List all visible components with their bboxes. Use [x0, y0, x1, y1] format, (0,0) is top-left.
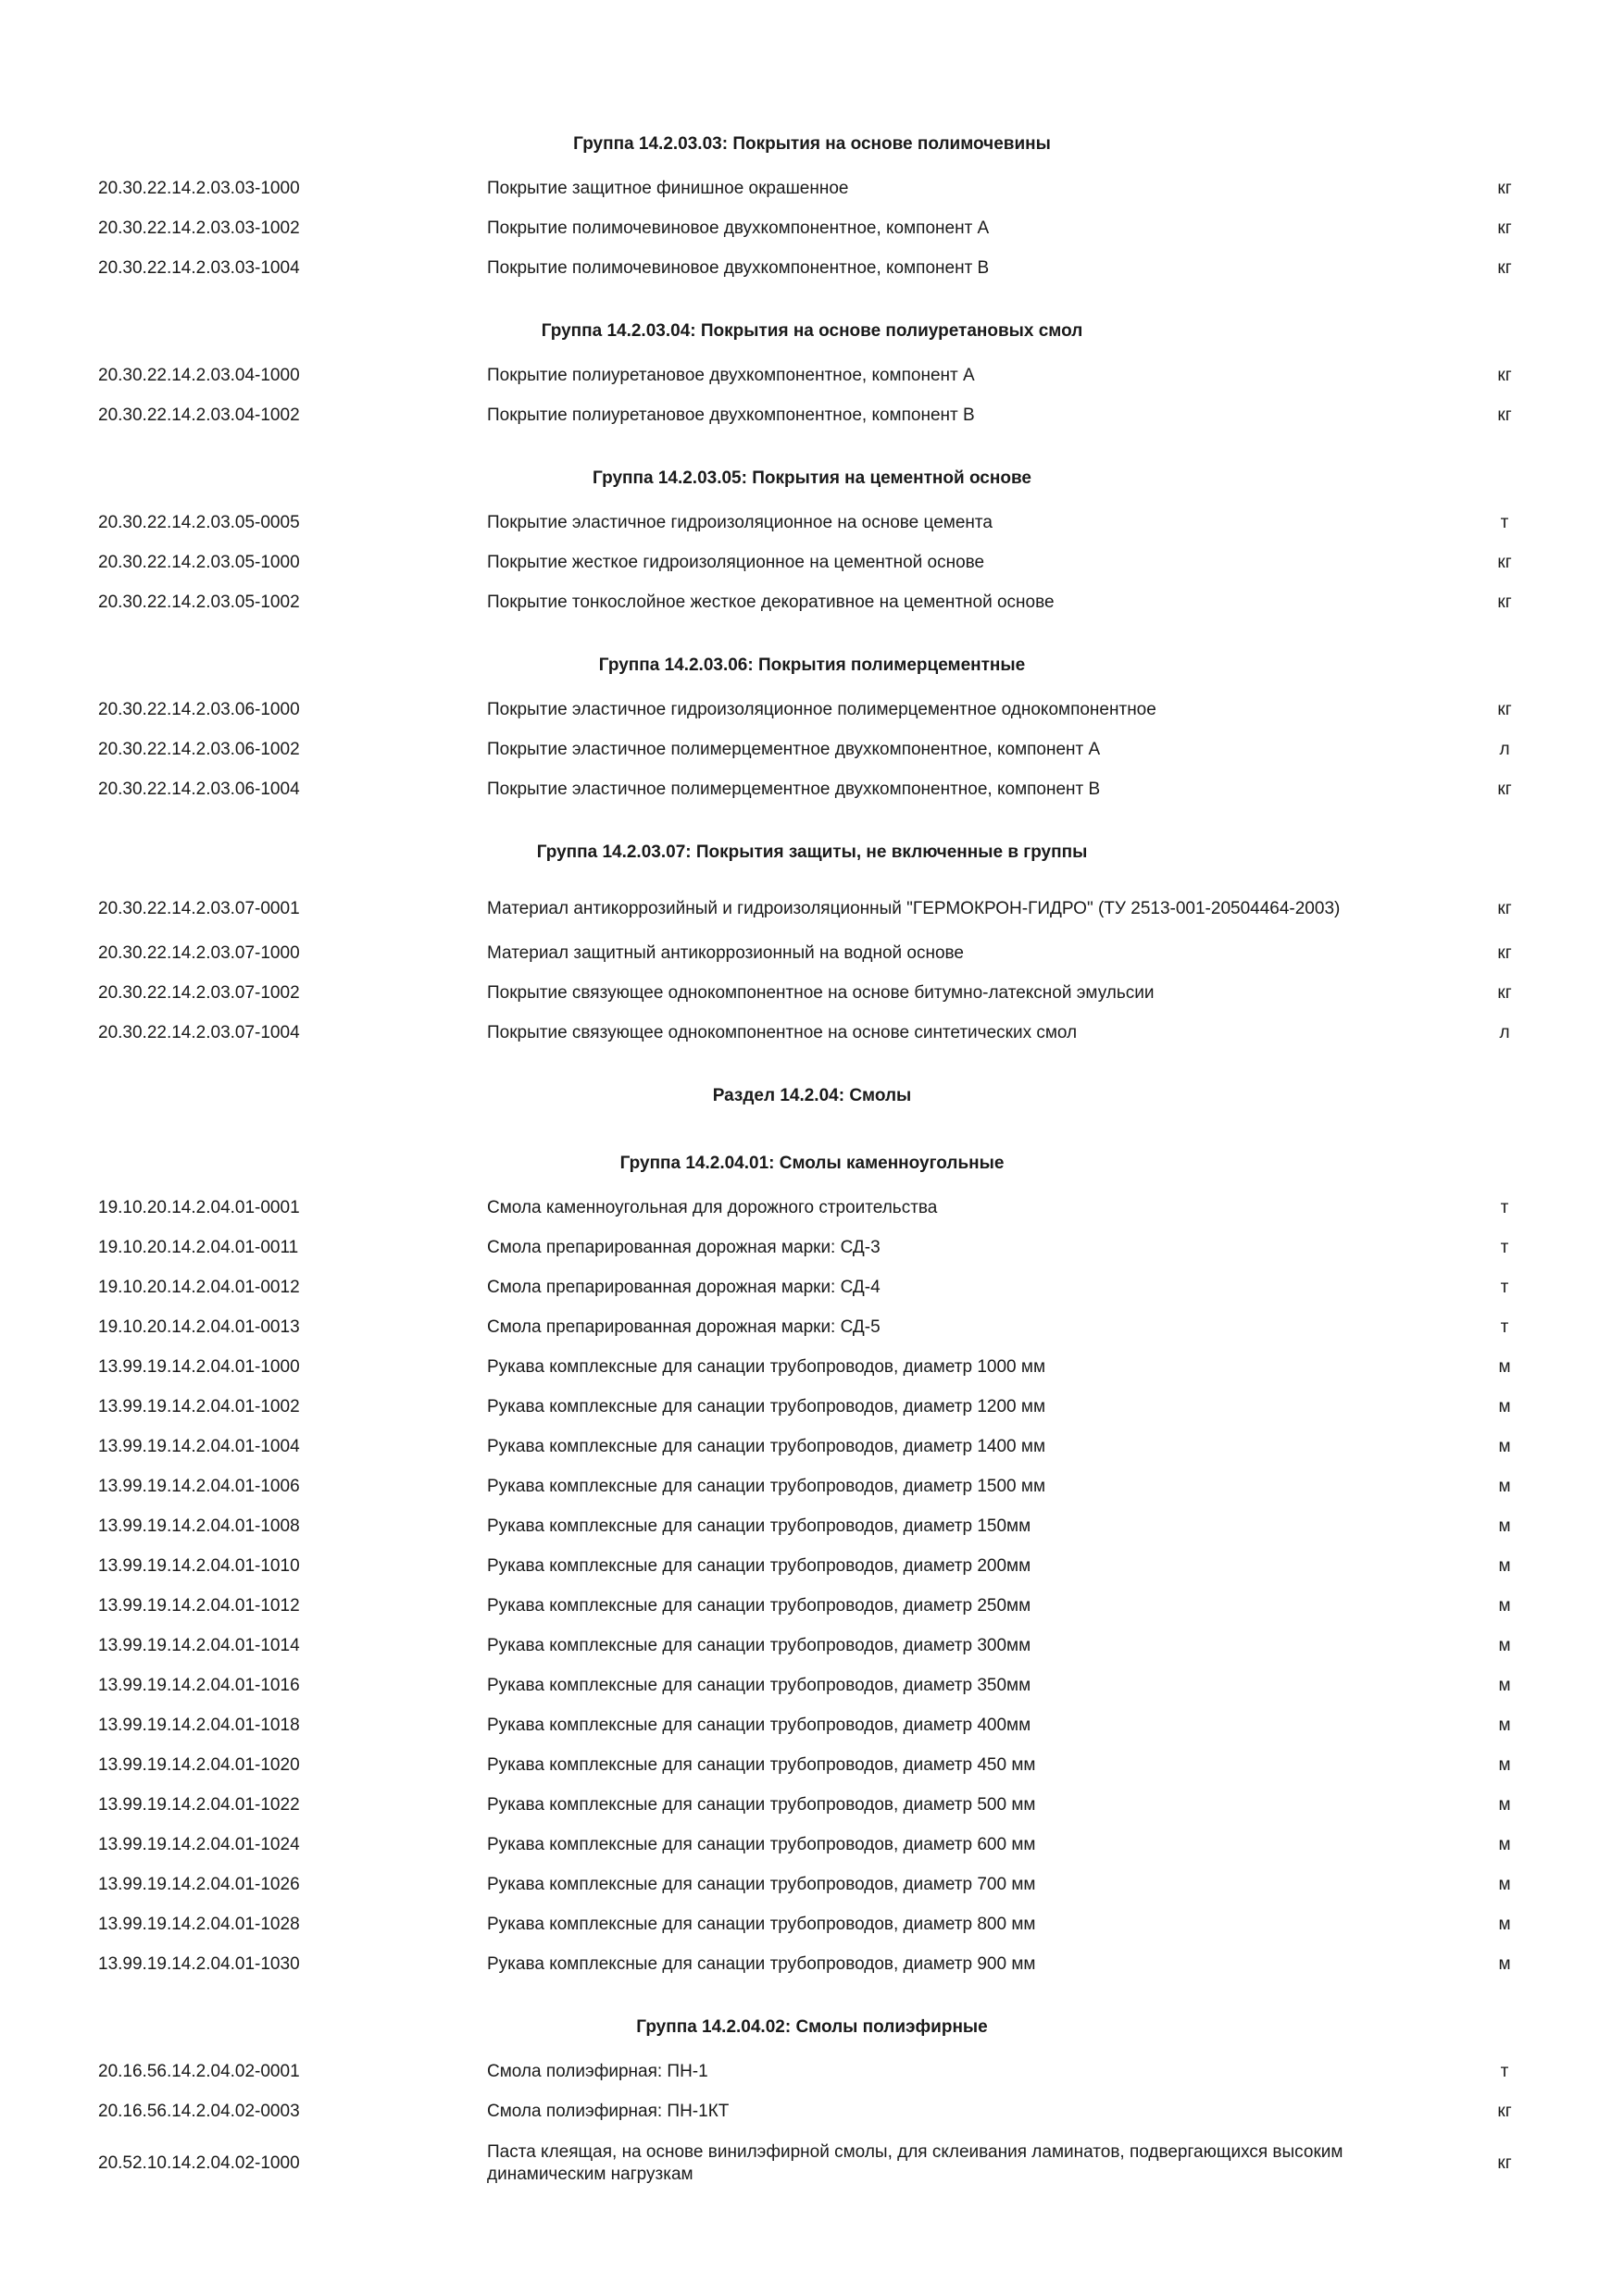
resource-name: Покрытие эластичное полимерцементное двухкомпонентное, компонент А — [487, 740, 1101, 759]
measure-unit: м — [1498, 1397, 1511, 1416]
resource-code: 20.16.56.14.2.04.02-0001 — [98, 2062, 300, 2081]
resource-code: 20.30.22.14.2.03.06-1000 — [98, 700, 300, 719]
resource-code: 13.99.19.14.2.04.01-1020 — [98, 1755, 300, 1775]
table-row — [0, 400, 1624, 431]
resource-code: 20.52.10.14.2.04.02-1000 — [98, 2153, 300, 2173]
measure-unit: кг — [1497, 700, 1512, 719]
resource-name: Рукава комплексные для санации трубопроводов, диаметр 350мм — [487, 1676, 1031, 1695]
resource-name: Покрытие эластичное гидроизоляционное полимерцементное однокомпонентное — [487, 700, 1156, 719]
table-row — [0, 1790, 1624, 1821]
measure-unit: кг — [1497, 983, 1512, 1003]
measure-unit: м — [1498, 1835, 1511, 1854]
measure-unit: м — [1498, 1516, 1511, 1536]
table-row — [0, 1670, 1624, 1702]
group-heading: Группа 14.2.04.02: Смолы полиэфирные — [636, 2017, 988, 2037]
resource-name: Материал защитный антикоррозионный на водной основе — [487, 943, 964, 963]
measure-unit: м — [1498, 1477, 1511, 1496]
table-row — [0, 360, 1624, 392]
resource-code: 20.30.22.14.2.03.03-1000 — [98, 179, 300, 198]
table-row — [0, 1272, 1624, 1304]
table-row — [0, 547, 1624, 579]
table-row — [0, 1232, 1624, 1264]
resource-code: 20.30.22.14.2.03.03-1004 — [98, 258, 300, 278]
resource-name: Рукава комплексные для санации трубопроводов, диаметр 900 мм — [487, 1954, 1036, 1974]
table-row — [0, 1591, 1624, 1622]
measure-unit: м — [1498, 1875, 1511, 1894]
resource-name: Рукава комплексные для санации трубопроводов, диаметр 700 мм — [487, 1875, 1036, 1894]
resource-name: Покрытие эластичное полимерцементное двухкомпонентное, компонент В — [487, 780, 1101, 799]
measure-unit: м — [1498, 1357, 1511, 1377]
table-row — [0, 978, 1624, 1009]
measure-unit: т — [1500, 1198, 1509, 1217]
table-row — [0, 587, 1624, 618]
resource-code: 20.30.22.14.2.03.04-1002 — [98, 406, 300, 425]
group-heading: Группа 14.2.04.01: Смолы каменноугольные — [619, 1154, 1005, 1173]
resource-name: Рукава комплексные для санации трубопроводов, диаметр 200мм — [487, 1556, 1031, 1576]
resource-code: 13.99.19.14.2.04.01-1014 — [98, 1636, 300, 1655]
resource-name: Рукава комплексные для санации трубопроводов, диаметр 800 мм — [487, 1915, 1036, 1934]
measure-unit: кг — [1497, 593, 1512, 612]
table-row — [0, 1750, 1624, 1781]
resource-code: 13.99.19.14.2.04.01-1030 — [98, 1954, 300, 1974]
resource-name: Рукава комплексные для санации трубопроводов, диаметр 300мм — [487, 1636, 1031, 1655]
resource-name: Покрытие связующее однокомпонентное на основе синтетических смол — [487, 1023, 1078, 1042]
resource-code: 13.99.19.14.2.04.01-1016 — [98, 1676, 300, 1695]
measure-unit: м — [1498, 1716, 1511, 1735]
resource-code: 13.99.19.14.2.04.01-1018 — [98, 1716, 300, 1735]
table-row — [0, 2136, 1624, 2191]
resource-name: Рукава комплексные для санации трубопроводов, диаметр 1000 мм — [487, 1357, 1046, 1377]
resource-code: 19.10.20.14.2.04.01-0013 — [98, 1317, 300, 1337]
resource-name: Рукава комплексные для санации трубопроводов, диаметр 600 мм — [487, 1835, 1036, 1854]
resource-name: Покрытие полимочевиновое двухкомпонентное, компонент В — [487, 258, 990, 278]
measure-unit: т — [1500, 1238, 1509, 1257]
measure-unit: кг — [1497, 179, 1512, 198]
resource-name: Покрытие полиуретановое двухкомпонентное, компонент А — [487, 366, 975, 385]
measure-unit: кг — [1497, 943, 1512, 963]
resource-code: 13.99.19.14.2.04.01-1008 — [98, 1516, 300, 1536]
resource-code: 20.30.22.14.2.03.03-1002 — [98, 218, 300, 238]
resource-code: 19.10.20.14.2.04.01-0001 — [98, 1198, 300, 1217]
resource-code: 19.10.20.14.2.04.01-0012 — [98, 1278, 300, 1297]
section-heading: Раздел 14.2.04: Смолы — [712, 1086, 912, 1105]
table-row — [0, 1551, 1624, 1582]
resource-code: 13.99.19.14.2.04.01-1006 — [98, 1477, 300, 1496]
group-heading: Группа 14.2.03.03: Покрытия на основе полимочевины — [573, 134, 1051, 154]
resource-code: 20.30.22.14.2.03.07-1000 — [98, 943, 300, 963]
resource-code: 20.30.22.14.2.03.05-0005 — [98, 513, 300, 532]
table-row — [0, 1391, 1624, 1423]
table-row — [0, 1431, 1624, 1463]
measure-unit: кг — [1497, 406, 1512, 425]
table-row — [0, 734, 1624, 766]
measure-unit: м — [1498, 1437, 1511, 1456]
table-row — [0, 694, 1624, 726]
resource-code: 13.99.19.14.2.04.01-1010 — [98, 1556, 300, 1576]
table-row — [0, 1192, 1624, 1224]
table-row — [0, 213, 1624, 244]
table-row — [0, 2096, 1624, 2128]
resource-code: 20.30.22.14.2.03.07-1004 — [98, 1023, 300, 1042]
group-heading: Группа 14.2.03.04: Покрытия на основе полиуретановых смол — [541, 321, 1083, 341]
measure-unit: м — [1498, 1915, 1511, 1934]
resource-code: 20.30.22.14.2.03.04-1000 — [98, 366, 300, 385]
group-heading: Группа 14.2.03.06: Покрытия полимерцементные — [598, 655, 1026, 675]
measure-unit: м — [1498, 1755, 1511, 1775]
group-heading: Группа 14.2.03.07: Покрытия защиты, не включенные в группы — [536, 842, 1088, 862]
table-row — [0, 1829, 1624, 1861]
resource-name: Смола полиэфирная: ПН-1КТ — [487, 2102, 730, 2121]
resource-name: Покрытие полимочевиновое двухкомпонентное, компонент А — [487, 218, 990, 238]
measure-unit: кг — [1497, 258, 1512, 278]
measure-unit: м — [1498, 1676, 1511, 1695]
table-row — [0, 774, 1624, 805]
resource-name: Рукава комплексные для санации трубопроводов, диаметр 150мм — [487, 1516, 1031, 1536]
resource-name: Рукава комплексные для санации трубопроводов, диаметр 1500 мм — [487, 1477, 1046, 1496]
resource-name: Покрытие эластичное гидроизоляционное на основе цемента — [487, 513, 993, 532]
measure-unit: кг — [1497, 218, 1512, 238]
resource-name: Смола полиэфирная: ПН-1 — [487, 2062, 708, 2081]
resource-code: 13.99.19.14.2.04.01-1000 — [98, 1357, 300, 1377]
measure-unit: л — [1499, 740, 1510, 759]
resource-name: Паста клеящая, на основе винилэфирной смолы, для склеивания ламинатов, подвергающихся высоким динамическим нагрузкам — [487, 2142, 1343, 2184]
table-row — [0, 507, 1624, 539]
resource-name: Покрытие защитное финишное окрашенное — [487, 179, 849, 198]
resource-code: 20.30.22.14.2.03.05-1002 — [98, 593, 300, 612]
measure-unit: кг — [1497, 2153, 1512, 2173]
resource-name: Рукава комплексные для санации трубопроводов, диаметр 400мм — [487, 1716, 1031, 1735]
table-row — [0, 881, 1624, 937]
resource-code: 20.30.22.14.2.03.05-1000 — [98, 553, 300, 572]
resource-name: Материал антикоррозийный и гидроизоляционный "ГЕРМОКРОН-ГИДРО" (ТУ 2513-001-20504464-2003) — [487, 899, 1341, 918]
table-row — [0, 173, 1624, 205]
resource-name: Рукава комплексные для санации трубопроводов, диаметр 1400 мм — [487, 1437, 1046, 1456]
resource-code: 13.99.19.14.2.04.01-1012 — [98, 1596, 300, 1616]
resource-name: Покрытие жесткое гидроизоляционное на цементной основе — [487, 553, 985, 572]
table-row — [0, 938, 1624, 969]
resource-name: Рукава комплексные для санации трубопроводов, диаметр 500 мм — [487, 1795, 1036, 1815]
resource-name: Смола препарированная дорожная марки: СД-5 — [487, 1317, 881, 1337]
measure-unit: м — [1498, 1636, 1511, 1655]
table-row — [0, 1869, 1624, 1901]
table-row — [0, 253, 1624, 284]
resource-name: Смола препарированная дорожная марки: СД-4 — [487, 1278, 881, 1297]
table-row — [0, 1630, 1624, 1662]
measure-unit: т — [1500, 1278, 1509, 1297]
resource-code: 13.99.19.14.2.04.01-1002 — [98, 1397, 300, 1416]
resource-code: 13.99.19.14.2.04.01-1024 — [98, 1835, 300, 1854]
resource-code: 13.99.19.14.2.04.01-1022 — [98, 1795, 300, 1815]
table-row — [0, 1352, 1624, 1383]
resource-name: Покрытие полиуретановое двухкомпонентное, компонент В — [487, 406, 975, 425]
measure-unit: м — [1498, 1954, 1511, 1974]
table-row — [0, 2056, 1624, 2088]
resource-code: 13.99.19.14.2.04.01-1026 — [98, 1875, 300, 1894]
group-heading: Группа 14.2.03.05: Покрытия на цементной основе — [593, 468, 1031, 488]
measure-unit: т — [1500, 1317, 1509, 1337]
measure-unit: кг — [1497, 2102, 1512, 2121]
resource-code: 20.16.56.14.2.04.02-0003 — [98, 2102, 300, 2121]
measure-unit: кг — [1497, 780, 1512, 799]
resource-code: 20.30.22.14.2.03.07-1002 — [98, 983, 300, 1003]
resource-name: Смола каменноугольная для дорожного строительства — [487, 1198, 938, 1217]
table-row — [0, 1471, 1624, 1503]
table-row — [0, 1909, 1624, 1940]
resource-name: Покрытие связующее однокомпонентное на основе битумно-латексной эмульсии — [487, 983, 1155, 1003]
resource-code: 20.30.22.14.2.03.06-1004 — [98, 780, 300, 799]
resource-name: Рукава комплексные для санации трубопроводов, диаметр 1200 мм — [487, 1397, 1046, 1416]
table-row — [0, 1017, 1624, 1049]
measure-unit: кг — [1497, 366, 1512, 385]
table-row — [0, 1312, 1624, 1343]
measure-unit: т — [1500, 513, 1509, 532]
measure-unit: м — [1498, 1596, 1511, 1616]
measure-unit: кг — [1497, 899, 1512, 918]
resource-code: 20.30.22.14.2.03.07-0001 — [98, 899, 300, 918]
resource-name: Рукава комплексные для санации трубопроводов, диаметр 450 мм — [487, 1755, 1036, 1775]
table-row — [0, 1511, 1624, 1542]
resource-name: Покрытие тонкослойное жесткое декоративное на цементной основе — [487, 593, 1055, 612]
measure-unit: кг — [1497, 553, 1512, 572]
measure-unit: м — [1498, 1556, 1511, 1576]
table-row — [0, 1710, 1624, 1741]
measure-unit: л — [1499, 1023, 1510, 1042]
resource-code: 19.10.20.14.2.04.01-0011 — [98, 1238, 299, 1257]
resource-name: Смола препарированная дорожная марки: СД-3 — [487, 1238, 881, 1257]
resource-code: 13.99.19.14.2.04.01-1028 — [98, 1915, 300, 1934]
resource-name: Рукава комплексные для санации трубопроводов, диаметр 250мм — [487, 1596, 1031, 1616]
resource-code: 20.30.22.14.2.03.06-1002 — [98, 740, 300, 759]
measure-unit: м — [1498, 1795, 1511, 1815]
resource-code: 13.99.19.14.2.04.01-1004 — [98, 1437, 300, 1456]
measure-unit: т — [1500, 2062, 1509, 2081]
table-row — [0, 1949, 1624, 1980]
